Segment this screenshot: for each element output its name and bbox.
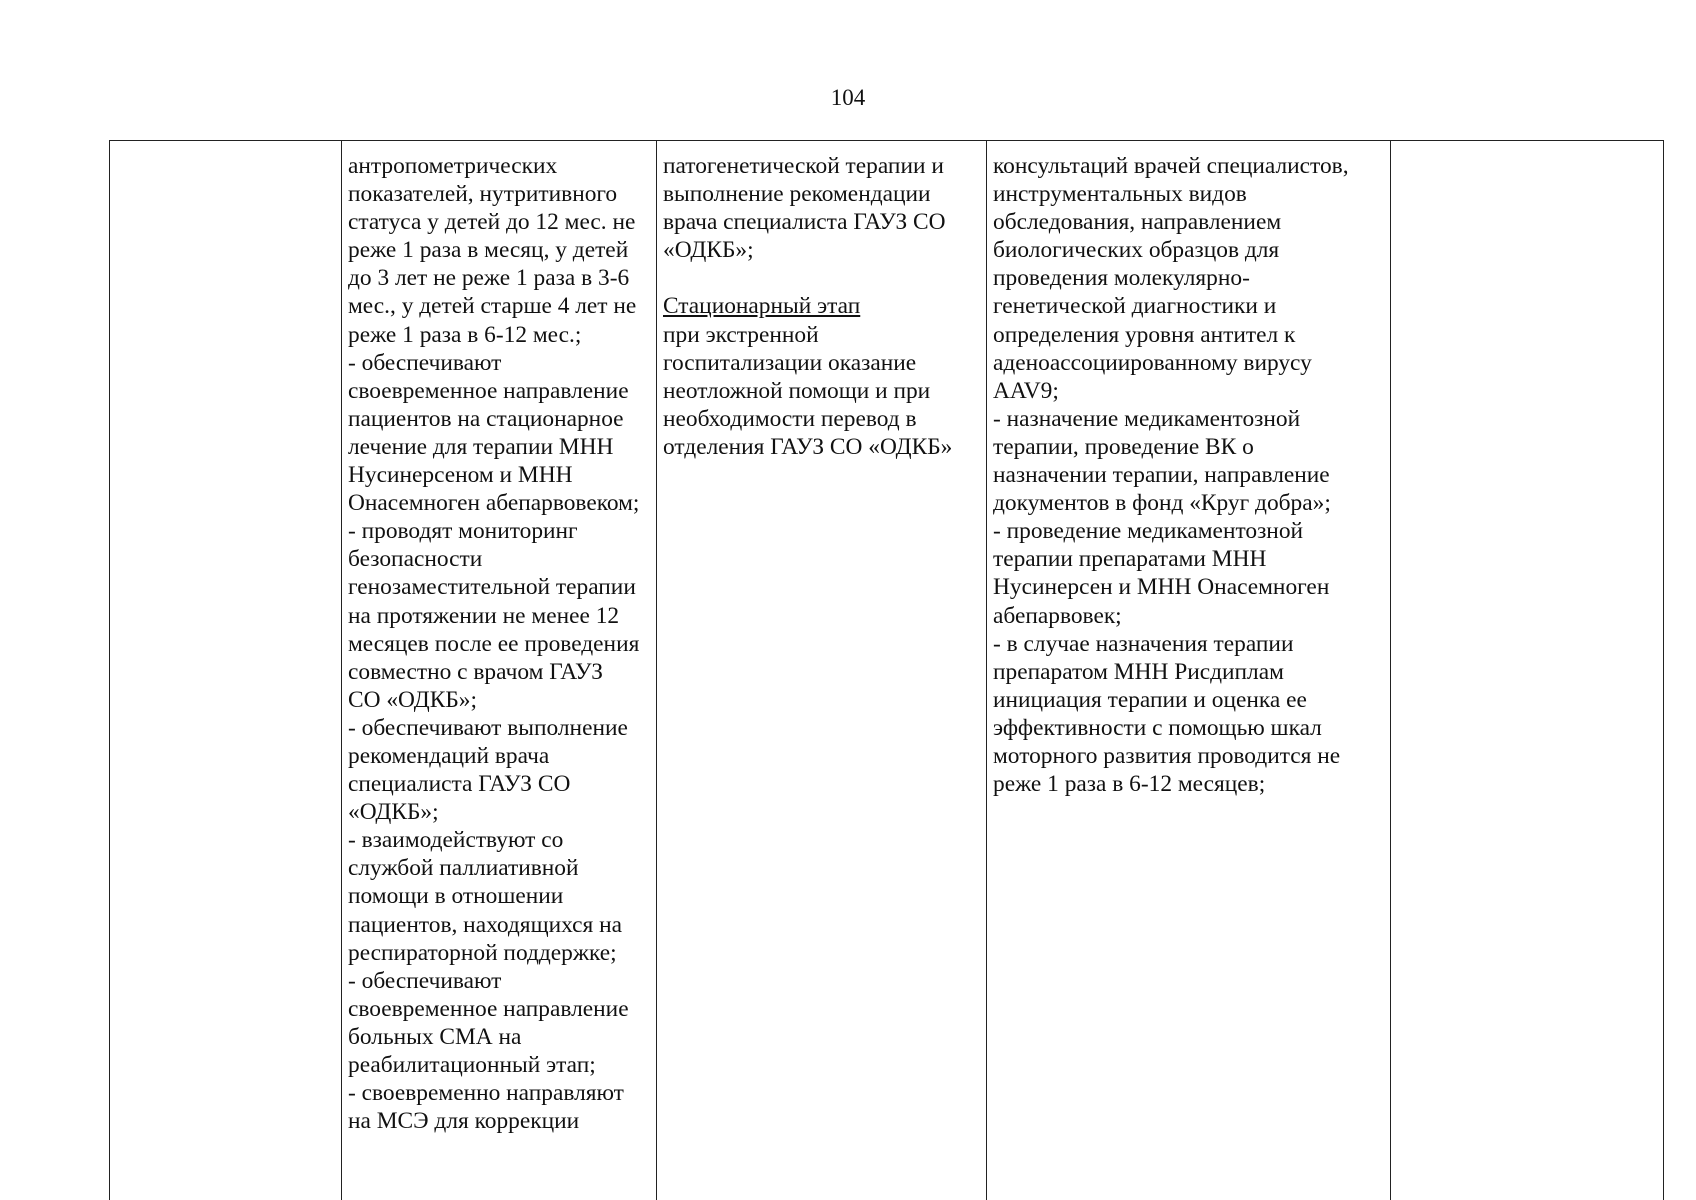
text-line: выполнение рекомендации <box>663 181 931 208</box>
text-line: патогенетической терапии и <box>663 153 944 179</box>
text-line: - взаимодействуют со <box>348 827 564 854</box>
text-line: месяцев после ее проведения <box>348 630 640 657</box>
text-line: проведения молекулярно- <box>993 265 1250 292</box>
text-line: специалиста ГАУЗ СО <box>348 771 571 798</box>
text-line: врача специалиста ГАУЗ СО <box>663 209 946 236</box>
table-cell-specialist-actions <box>986 141 1390 1200</box>
text-line: лечение для терапии МНН <box>348 433 614 460</box>
text-line: реже 1 раза в месяц, у детей <box>348 237 629 264</box>
text-line: больных СМА на <box>348 1023 522 1050</box>
text-line: обследования, направлением <box>993 209 1282 236</box>
text-line: помощи в отношении <box>348 883 564 910</box>
text-line: на МСЭ для коррекции <box>348 1108 580 1135</box>
table-cell-empty-left <box>110 141 341 1200</box>
text-line: службой паллиативной <box>348 855 579 882</box>
page-number: 104 <box>830 85 866 110</box>
text-line: Онасемноген абепарвовеком; <box>348 490 640 517</box>
table-cell-care-stages <box>656 141 986 1200</box>
text-line: инструментальных видов <box>993 181 1247 208</box>
text-line: отделения ГАУЗ СО «ОДКБ» <box>663 433 953 460</box>
text-line: мес., у детей старше 4 лет не <box>348 293 637 320</box>
text-line: неотложной помощи и при <box>663 377 931 404</box>
table-cell-empty-right <box>1390 141 1663 1200</box>
text-line: безопасности <box>348 546 483 573</box>
text-line: - назначение медикаментозной <box>993 405 1301 432</box>
text-line: - своевременно направляют <box>348 1080 624 1107</box>
text-line: назначении терапии, направление <box>993 462 1330 489</box>
text-line: - обеспечивают выполнение <box>348 714 628 741</box>
text-line: на протяжении не менее 12 <box>348 602 620 629</box>
text-line: при экстренной <box>663 321 819 348</box>
text-line: документов в фонд «Круг добра»; <box>993 490 1331 517</box>
text-line: антропометрических <box>348 153 558 179</box>
text-line: AAV9; <box>993 377 1059 404</box>
text-line: госпитализации оказание <box>663 349 917 376</box>
text-line: аденоассоциированному вирусу <box>993 349 1312 376</box>
text-line: необходимости перевод в <box>663 405 917 432</box>
paragraph-gap <box>663 264 981 292</box>
text-line: - проведение медикаментозной <box>993 518 1304 545</box>
text-line: генозаместительной терапии <box>348 574 636 601</box>
section-heading-inpatient-stage: Стационарный этап <box>663 293 861 320</box>
text-line: Нусинерсеном и МНН <box>348 462 573 489</box>
text-line: - обеспечивают <box>348 967 502 994</box>
text-line: - в случае назначения терапии <box>993 630 1294 657</box>
text-line: своевременное направление <box>348 995 629 1022</box>
text-line: реабилитационный этап; <box>348 1052 596 1078</box>
text-line: СО «ОДКБ»; <box>348 686 477 713</box>
text-line: эффективности с помощью шкал <box>993 714 1322 741</box>
text-line: до 3 лет не реже 1 раза в 3-6 <box>348 265 630 292</box>
document-table <box>109 140 1664 1200</box>
text-line: статуса у детей до 12 мес. не <box>348 209 636 236</box>
table-cell-outpatient-duties <box>341 141 656 1200</box>
text-line: показателей, нутритивного <box>348 181 618 208</box>
text-line: совместно с врачом ГАУЗ <box>348 658 604 685</box>
text-line: реже 1 раза в 6-12 месяцев; <box>993 771 1266 798</box>
text-line: «ОДКБ»; <box>348 799 439 826</box>
text-line: пациентов, находящихся на <box>348 911 623 938</box>
text-line: - обеспечивают <box>348 349 502 376</box>
text-line: препаратом МНН Рисдиплам <box>993 658 1284 685</box>
text-line: - проводят мониторинг <box>348 518 578 545</box>
text-line: терапии, проведение ВК о <box>993 433 1254 460</box>
text-line: респираторной поддержке; <box>348 939 617 966</box>
text-line: биологических образцов для <box>993 237 1280 264</box>
text-line: рекомендаций врача <box>348 742 550 769</box>
text-line: реже 1 раза в 6-12 мес.; <box>348 321 582 348</box>
text-line: генетической диагностики и <box>993 293 1277 320</box>
text-line: «ОДКБ»; <box>663 237 754 264</box>
text-line: определения уровня антител к <box>993 321 1296 348</box>
text-line: пациентов на стационарное <box>348 405 624 432</box>
text-line: абепарвовек; <box>993 602 1122 629</box>
text-line: инициация терапии и оценка ее <box>993 686 1307 713</box>
text-line: моторного развития проводится не <box>993 742 1341 769</box>
text-line: Нусинерсен и МНН Онасемноген <box>993 574 1330 601</box>
text-line: терапии препаратами МНН <box>993 546 1267 573</box>
text-line: своевременное направление <box>348 377 629 404</box>
text-line: консультаций врачей специалистов, <box>993 153 1349 179</box>
